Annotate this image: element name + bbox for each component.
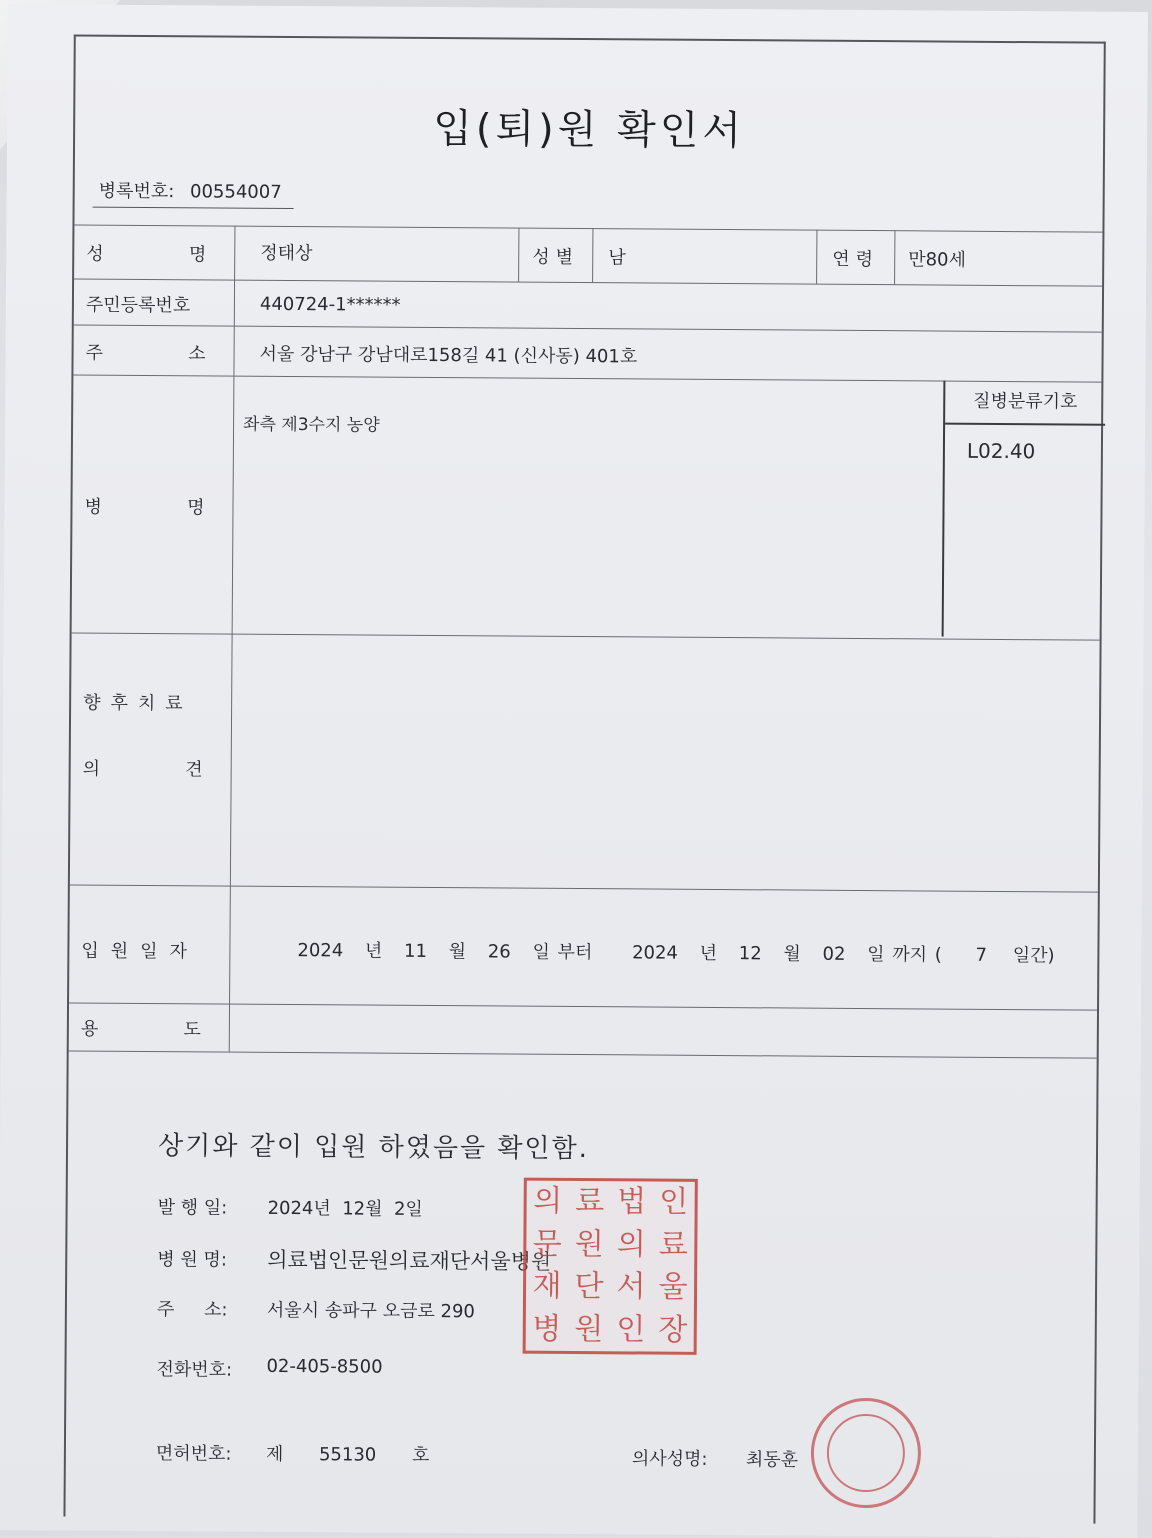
hospital-seal — [523, 1178, 698, 1355]
document-title: 입(퇴)원 확인서 — [433, 105, 746, 155]
admission-period: 2024 년 11 월 26 일 부터 2024 년 12 월 02 일 까지 ( 7 일간) — [297, 940, 1055, 967]
label-column-rule — [229, 226, 236, 1052]
age-value: 만80세 — [908, 249, 967, 271]
age-label-right-rule — [894, 230, 895, 284]
to-year: 2024 — [632, 942, 678, 964]
confirmation-text: 상기와 같이 입원 하였음을 확인함. — [157, 1131, 590, 1165]
disease-code-label: 질병분류기호 — [945, 381, 1105, 426]
admission-label: 입원일자 — [81, 940, 200, 963]
purpose-label: 용 도 — [80, 1018, 201, 1041]
opinion-label-line1: 향후치료 — [83, 692, 193, 715]
issue-date-label: 발 행 일: — [157, 1197, 228, 1219]
hospital-name-label: 병 원 명: — [157, 1249, 227, 1271]
seal-glyph: 료 — [575, 1184, 605, 1220]
from-day: 26 — [487, 941, 511, 963]
diagnosis-label: 병 명 — [84, 496, 205, 519]
document-page — [0, 4, 1148, 1538]
license-value: 제 55130 호 — [265, 1443, 430, 1466]
from-year: 2024 — [297, 940, 344, 962]
rule-top — [74, 224, 1102, 232]
phone-label: 전화번호: — [156, 1359, 233, 1381]
resident-id-value: 440724-1****** — [259, 293, 401, 316]
seal-glyph: 문 — [532, 1226, 562, 1262]
document-frame — [63, 34, 1105, 1523]
doctor-seal — [811, 1398, 922, 1509]
doctor-seal-inner-ring — [827, 1414, 906, 1493]
seal-glyph: 원 — [574, 1311, 604, 1347]
seal-glyph: 법 — [617, 1184, 647, 1220]
seal-glyph: 울 — [658, 1269, 688, 1306]
disease-code-value: L02.40 — [966, 438, 1036, 464]
to-day: 02 — [822, 943, 846, 965]
hospital-name-value: 의료법인문원의료재단서울병원 — [267, 1247, 552, 1274]
to-month: 12 — [738, 943, 762, 965]
doctor-label: 의사성명: — [631, 1448, 708, 1470]
opinion-label-line2: 의 견 — [82, 758, 203, 781]
seal-glyph: 재 — [532, 1268, 562, 1305]
doctor-name: 최동훈 — [745, 1449, 799, 1471]
sex-label-right-rule — [592, 228, 593, 282]
phone-value: 02-405-8500 — [266, 1355, 383, 1378]
record-number-value: 00554007 — [189, 181, 282, 203]
diagnosis-value: 좌측 제3수지 농양 — [243, 414, 380, 436]
resident-id-label: 주민등록번호 — [85, 294, 191, 317]
seal-glyph: 단 — [574, 1269, 604, 1305]
seal-glyph: 서 — [616, 1269, 646, 1305]
seal-glyph: 인 — [616, 1312, 646, 1348]
address-label: 주 소 — [85, 342, 206, 365]
seal-glyph: 의 — [533, 1183, 563, 1220]
seal-glyph: 원 — [574, 1226, 604, 1262]
age-label: 연령 — [832, 248, 880, 271]
license-label: 면허번호: — [155, 1443, 232, 1465]
record-number — [93, 177, 294, 209]
address-value: 서울 강남구 강남대로158길 41 (신사동) 401호 — [259, 343, 638, 368]
rule-purpose-bottom — [69, 1050, 1097, 1058]
rule-opinion-bottom — [70, 884, 1098, 892]
sex-label: 성별 — [532, 246, 580, 269]
issue-date-value: 2024년 12월 2일 — [267, 1197, 423, 1220]
age-label-left-rule — [816, 230, 817, 284]
seal-glyph: 인 — [659, 1184, 689, 1221]
rule-id-bottom — [74, 324, 1102, 332]
disease-code-box — [942, 381, 1106, 638]
seal-glyph: 의 — [616, 1227, 646, 1263]
license-number: 55130 — [318, 1444, 377, 1466]
from-month: 11 — [404, 940, 428, 962]
name-label: 성 명 — [86, 243, 207, 266]
stay-days: 7 — [975, 944, 988, 966]
rule-name-bottom — [74, 278, 1102, 286]
rule-admission-bottom — [69, 1002, 1097, 1010]
seal-glyph: 료 — [658, 1227, 688, 1263]
name-value: 정태상 — [260, 242, 313, 265]
seal-glyph: 병 — [532, 1311, 562, 1347]
sex-label-left-rule — [518, 228, 519, 282]
seal-glyph: 장 — [658, 1312, 688, 1348]
hospital-address-label: 주 소: — [156, 1299, 228, 1321]
record-number-label: 병록번호: — [98, 180, 175, 203]
sex-value: 남 — [608, 247, 626, 269]
hospital-address-value: 서울시 송파구 오금로 290 — [266, 1299, 475, 1323]
